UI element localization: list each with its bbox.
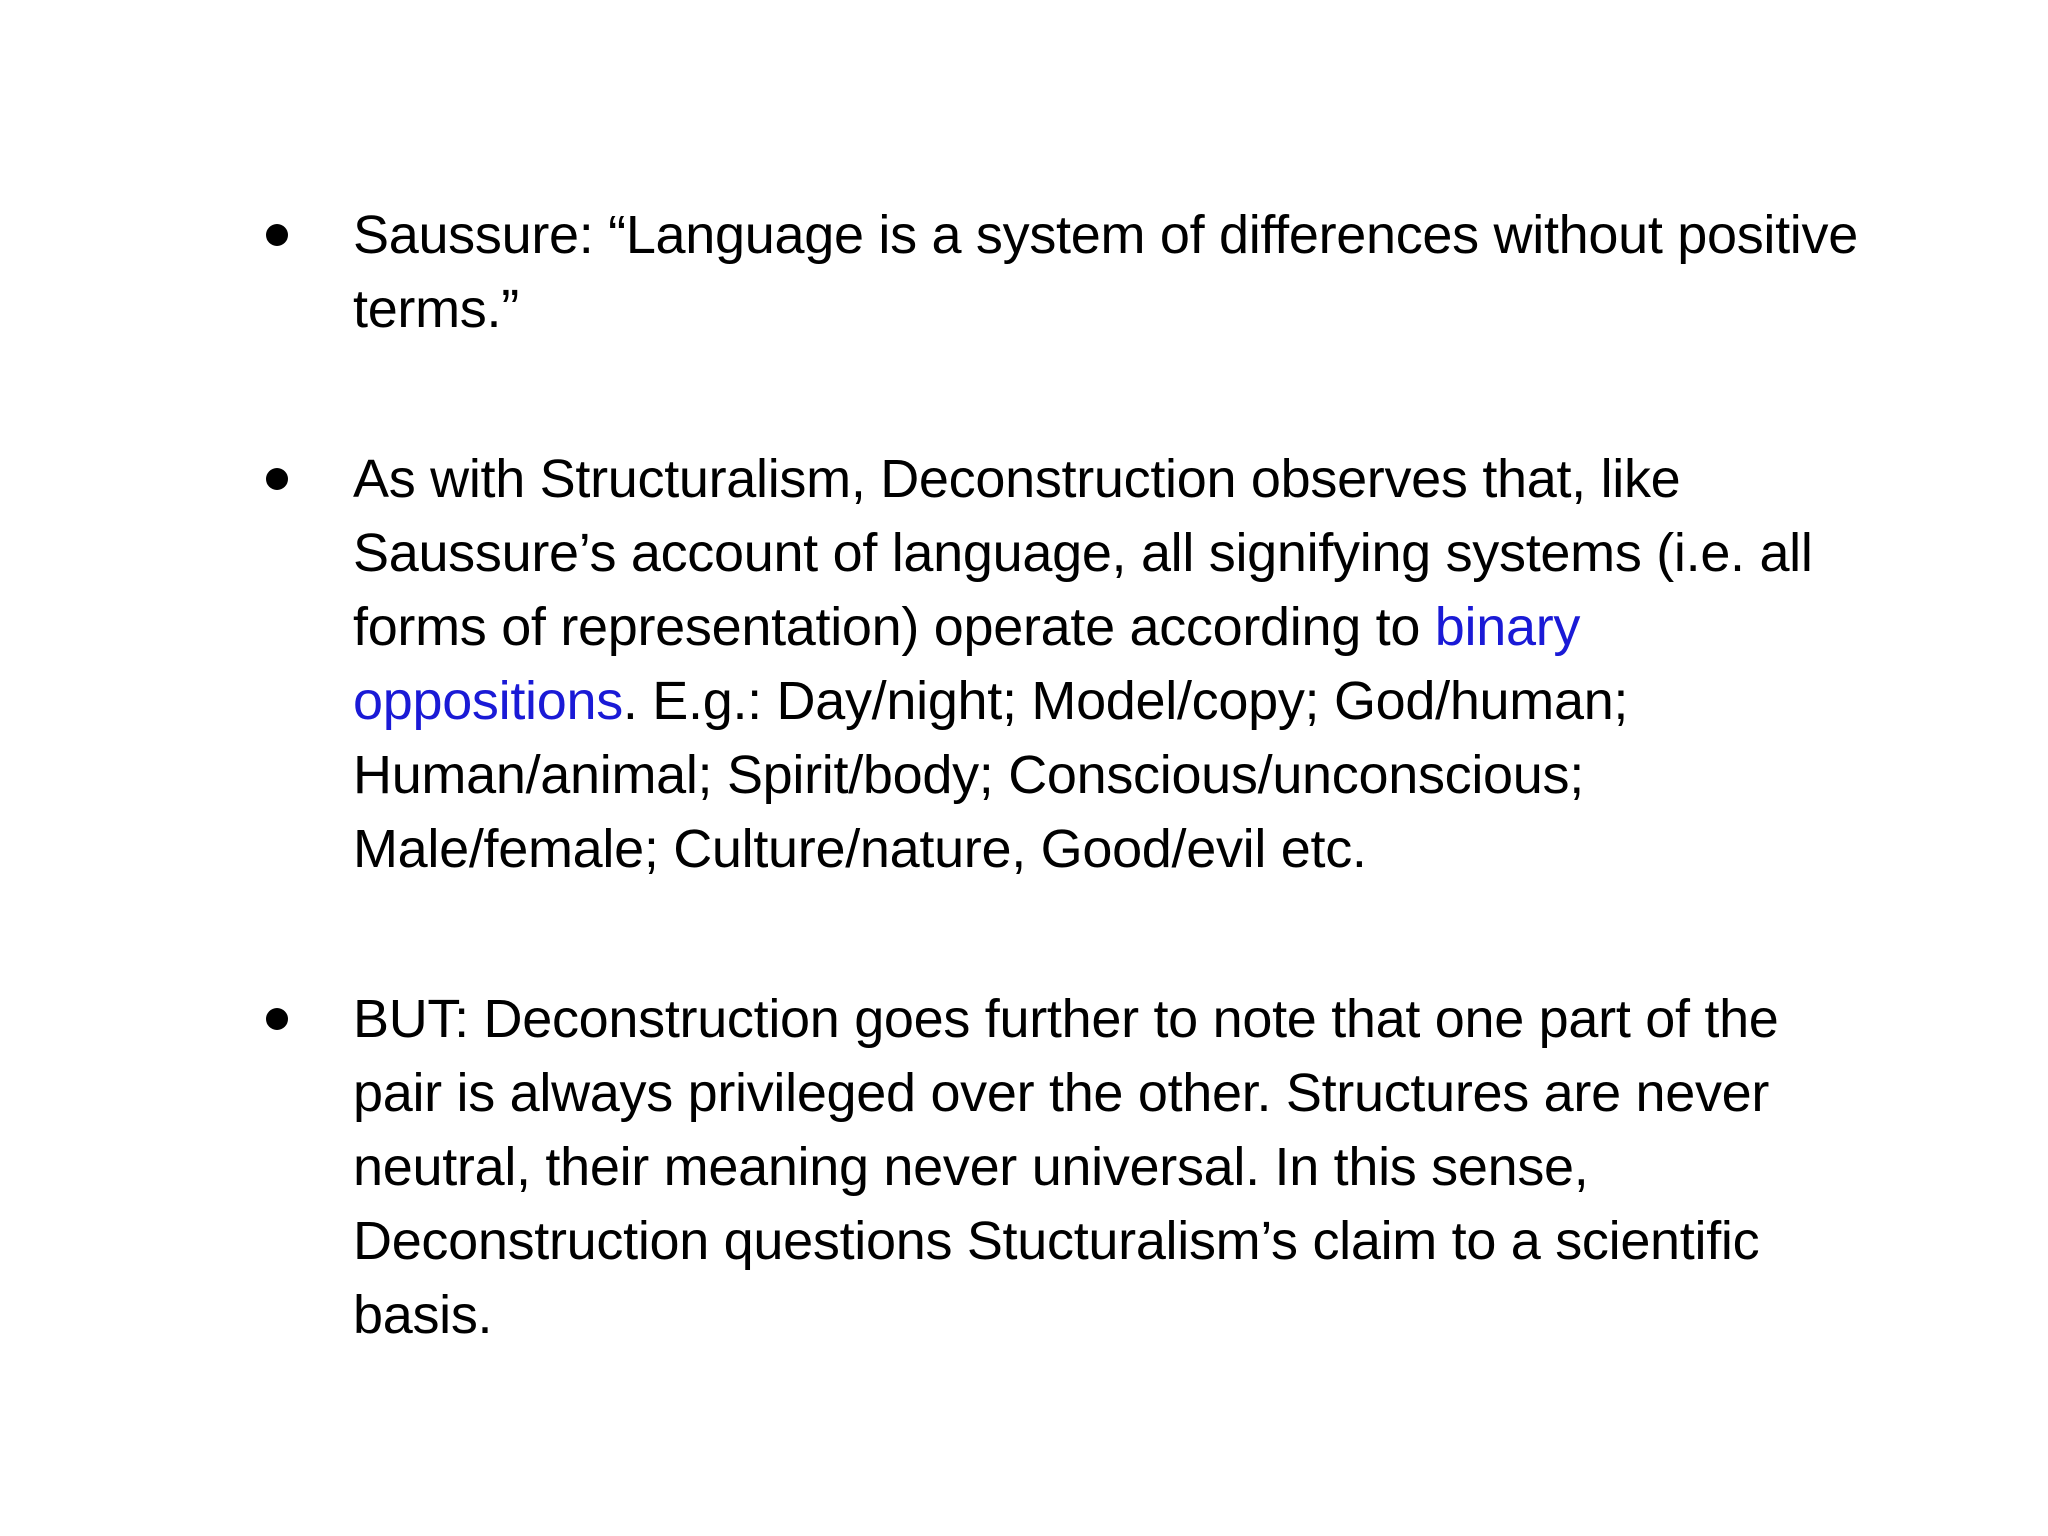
bullet-deconstruction-critique xyxy=(250,982,1870,1352)
bullet-list xyxy=(250,198,1870,1352)
bullet-dot-icon xyxy=(266,468,288,490)
bullet-dot-icon xyxy=(266,1008,288,1030)
bullet-dot-icon xyxy=(266,224,288,246)
bullet-text: BUT: Deconstruction goes further to note that one part of the pair is always privileged over the other. Structures are never neutral, their meaning never universal. In this sense, Deconstruction questions Stucturalism’s claim to a scientific basis. xyxy=(353,989,1779,1345)
bullet-text-before: As with Structuralism, Deconstruction observes that, like Saussure’s account of language, all signifying systems (i.e. all forms of representation) operate according to xyxy=(353,449,1813,657)
bullet-saussure xyxy=(250,198,1870,346)
bullet-binary-oppositions xyxy=(250,442,1870,886)
bullet-text-after: . E.g.: Day/night; Model/copy; God/human; Human/animal; Spirit/body; Conscious/unconscious; Male/female; Culture/nature, Good/evil etc. xyxy=(353,671,1629,879)
bullet-text: Saussure: “Language is a system of differences without positive terms.” xyxy=(353,205,1858,339)
binary-oppositions-highlight: binary oppositions xyxy=(353,597,1581,731)
